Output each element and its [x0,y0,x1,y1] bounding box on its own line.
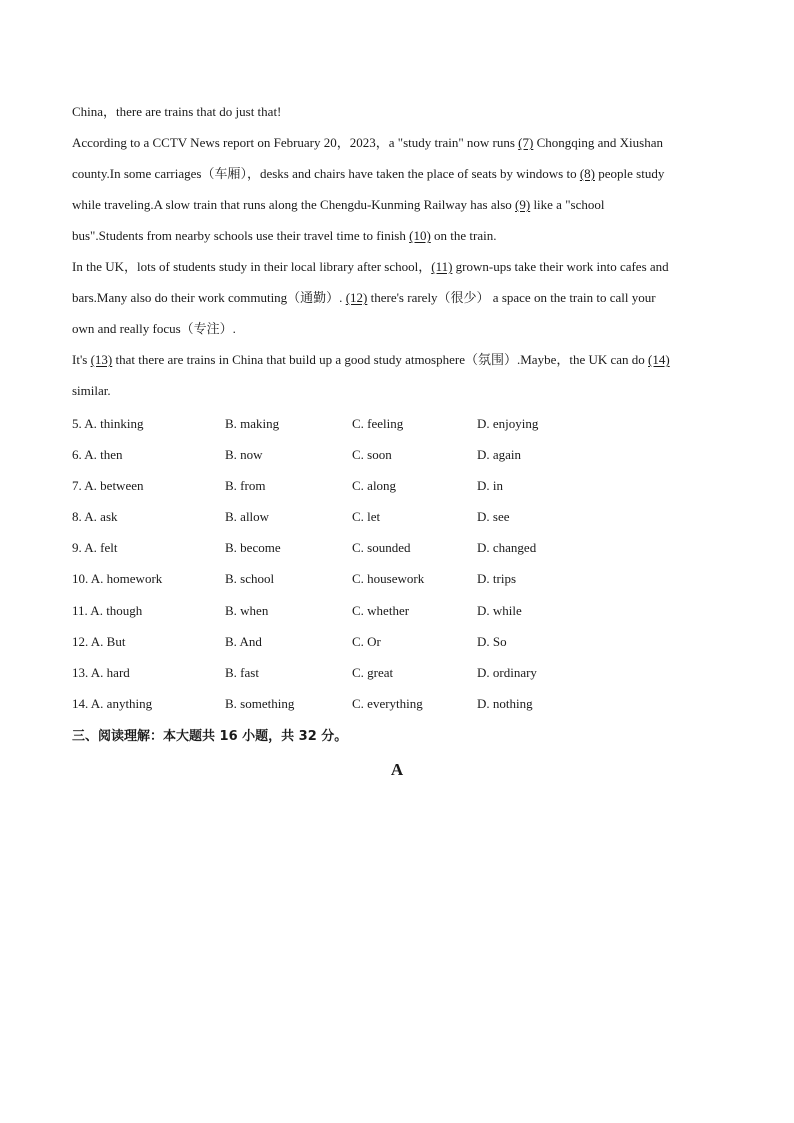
passage-text: county.In some carriages（车厢），desks and chairs have taken the place of seats by windows to [72,166,580,181]
blank-11: (11) [431,259,453,274]
question-row [72,599,672,630]
question-row [72,692,672,723]
passage-line-7 [72,286,724,317]
option-a: 11. A. though [72,602,143,618]
option-b: B. from [225,478,266,494]
option-c: C. let [352,509,381,525]
option-d: D. ordinary [477,664,537,680]
option-b: B. fast [225,664,259,680]
passage-text: It's [72,352,91,367]
option-c: C. housework [352,571,425,587]
passage-line-4 [72,193,724,224]
option-b: B. school [225,571,275,587]
passage-text: bus".Students from nearby schools use their travel time to finish [72,228,410,243]
option-d: D. So [477,633,507,649]
passage-text: China，there are trains that do just that! [72,104,282,119]
blank-10: (10) [409,228,431,243]
option-a: 5. A. thinking [72,416,144,431]
option-a: 12. A. But [72,633,126,649]
option-a: 10. A. homework [72,571,163,587]
option-a: 6. A. then [72,447,123,463]
passage-text: there's rarely（很少） a space on the train to call your [367,290,656,305]
option-a: 8. A. ask [72,509,118,525]
passage-line-3 [72,162,724,193]
option-a: 14. A. anything [72,695,153,711]
question-row [72,630,672,661]
passage-line-2 [72,131,724,162]
passage-line-8 [72,317,724,348]
option-b: B. And [225,633,262,649]
passage-text: grown-ups take their work into cafes and [452,259,669,274]
passage-text: similar. [72,383,111,398]
option-d: D. again [477,447,522,463]
option-b: B. allow [225,509,270,525]
option-d: D. trips [477,571,516,587]
option-c: C. soon [352,447,392,463]
blank-7: (7) [518,135,534,150]
option-c: C. along [352,478,397,494]
passage-text: on the train. [430,228,497,243]
passage-line-6 [72,255,724,286]
option-b: B. when [225,602,269,618]
option-d: D. while [477,602,522,618]
option-d: D. nothing [477,695,533,711]
blank-13: (13) [90,352,113,367]
passage-text: According to a CCTV News report on February 20，2023，a "study train" now runs [72,135,519,150]
option-d: D. enjoying [477,416,539,431]
option-d: D. in [477,478,503,494]
question-row [72,412,672,443]
option-c: C. sounded [352,540,411,556]
passage-text: that there are trains in China that build up a good study atmosphere（氛围）.Maybe，the UK can do [112,352,649,367]
passage-text: people study [595,166,665,181]
answer-options [72,412,672,723]
question-row [72,567,672,598]
passage-text: own and really focus（专注）. [72,321,236,336]
question-row [72,443,672,474]
passage-text: In the UK，lots of students study in their local library after school， [72,259,432,274]
passage-text: Chongqing and Xiushan [533,135,663,150]
passage-text: bars.Many also do their work commuting（通勤）. [72,290,346,305]
passage-text: while traveling.A slow train that runs along the Chengdu-Kunming Railway has also [72,197,516,212]
option-b: B. something [225,695,295,711]
passage-line-10 [72,379,724,410]
option-a: 7. A. between [72,478,144,494]
blank-8: (8) [579,166,595,181]
passage-letter: A [390,760,404,779]
option-a: 13. A. hard [72,664,130,680]
passage-line-5 [72,224,724,255]
passage-text: like a "school [530,197,605,212]
option-b: B. making [225,416,280,431]
option-c: C. Or [352,633,381,649]
option-c: C. great [352,664,394,680]
passage-line-1 [72,100,724,131]
question-row [72,536,672,567]
question-row [72,661,672,692]
question-row [72,505,672,536]
option-c: C. everything [352,695,423,711]
option-b: B. become [225,540,281,556]
option-a: 9. A. felt [72,540,118,556]
blank-9: (9) [515,197,531,212]
option-d: D. changed [477,540,537,556]
section-heading: 三、阅读理解：本大题共 16 小题，共 32 分。 [72,729,348,744]
blank-14: (14) [648,352,670,367]
option-b: B. now [225,447,263,463]
passage-line-9 [72,348,724,379]
blank-12: (12) [345,290,368,305]
question-row [72,474,672,505]
option-c: C. whether [352,602,410,618]
cloze-passage [72,100,724,410]
option-d: D. see [477,509,510,525]
option-c: C. feeling [352,416,404,431]
